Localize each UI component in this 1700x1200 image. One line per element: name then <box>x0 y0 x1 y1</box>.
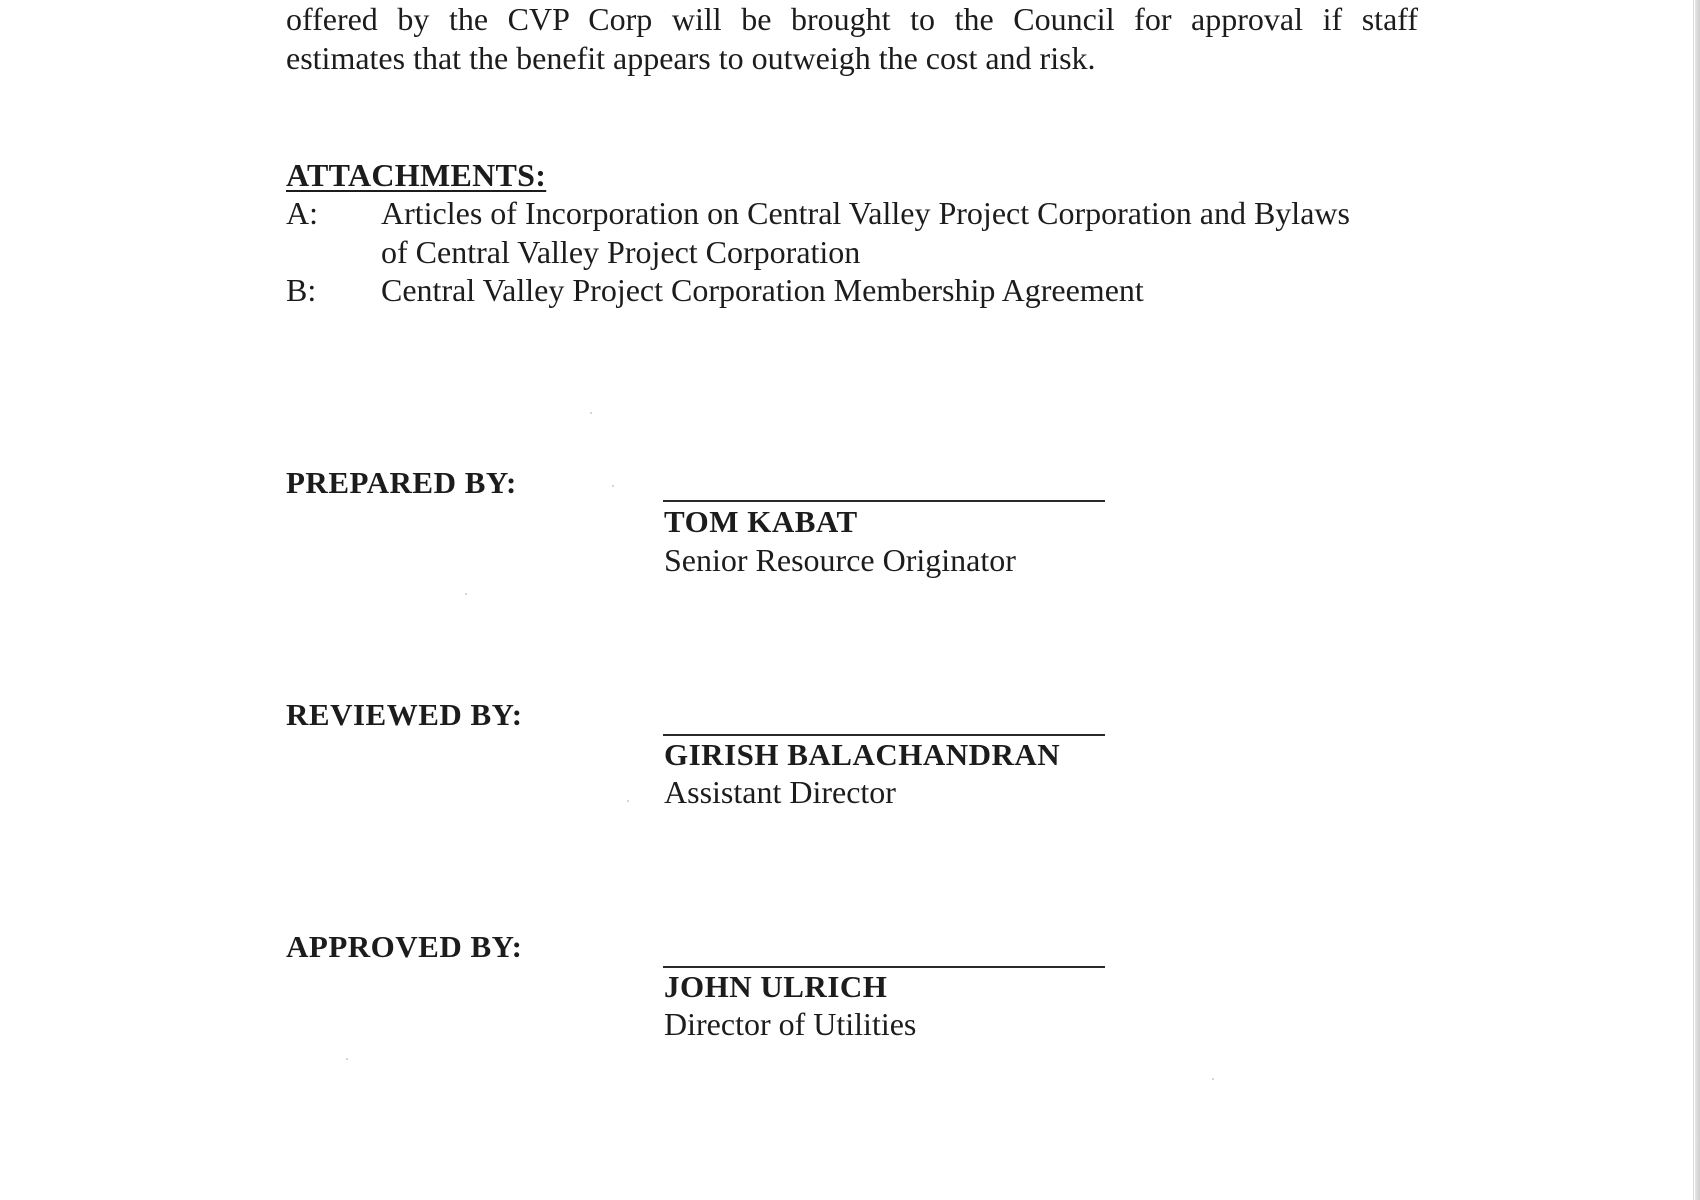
attachment-description-line-1: Articles of Incorporation on Central Valley Project Corporation and Bylaws <box>381 195 1350 231</box>
approved-by-signature-line <box>663 966 1105 968</box>
scan-speck <box>1212 1078 1214 1080</box>
attachment-description <box>381 194 1418 272</box>
approved-by-title: Director of Utilities <box>664 1006 917 1042</box>
scan-speck <box>465 593 467 595</box>
scan-speck <box>346 1058 348 1060</box>
reviewed-by-title: Assistant Director <box>664 774 896 810</box>
attachment-description-line-2: of Central Valley Project Corporation <box>381 234 861 270</box>
approved-by-label: APPROVED BY: <box>286 929 523 964</box>
reviewed-by-name: GIRISH BALACHANDRAN <box>664 737 1061 772</box>
approved-by-name: JOHN ULRICH <box>664 969 888 1004</box>
reviewed-by-label: REVIEWED BY: <box>286 697 523 732</box>
attachment-letter: A: <box>286 195 318 231</box>
scan-speck <box>612 485 614 487</box>
attachment-b <box>286 271 1418 310</box>
attachment-description <box>381 271 1418 310</box>
prepared-by-signature-line <box>663 500 1105 502</box>
attachment-letter: B: <box>286 272 317 308</box>
intro-line-2: estimates that the benefit appears to outweigh the cost and risk. <box>286 40 1096 76</box>
intro-line-1: offered by the CVP Corp will be brought to the Council for approval if staff <box>286 1 1418 37</box>
intro-paragraph <box>286 0 1418 78</box>
prepared-by-title: Senior Resource Originator <box>664 542 1016 578</box>
prepared-by-name: TOM KABAT <box>664 504 858 539</box>
scan-speck <box>590 412 592 414</box>
attachment-a <box>286 194 1418 272</box>
page-edge <box>1695 0 1700 1200</box>
reviewed-by-signature-line <box>663 734 1105 736</box>
scan-speck <box>627 800 629 802</box>
scan-edge-line <box>1693 0 1694 1200</box>
prepared-by-label: PREPARED BY: <box>286 465 517 500</box>
attachment-description-line-1: Central Valley Project Corporation Membership Agreement <box>381 272 1144 308</box>
attachments-heading: ATTACHMENTS: <box>286 157 547 193</box>
